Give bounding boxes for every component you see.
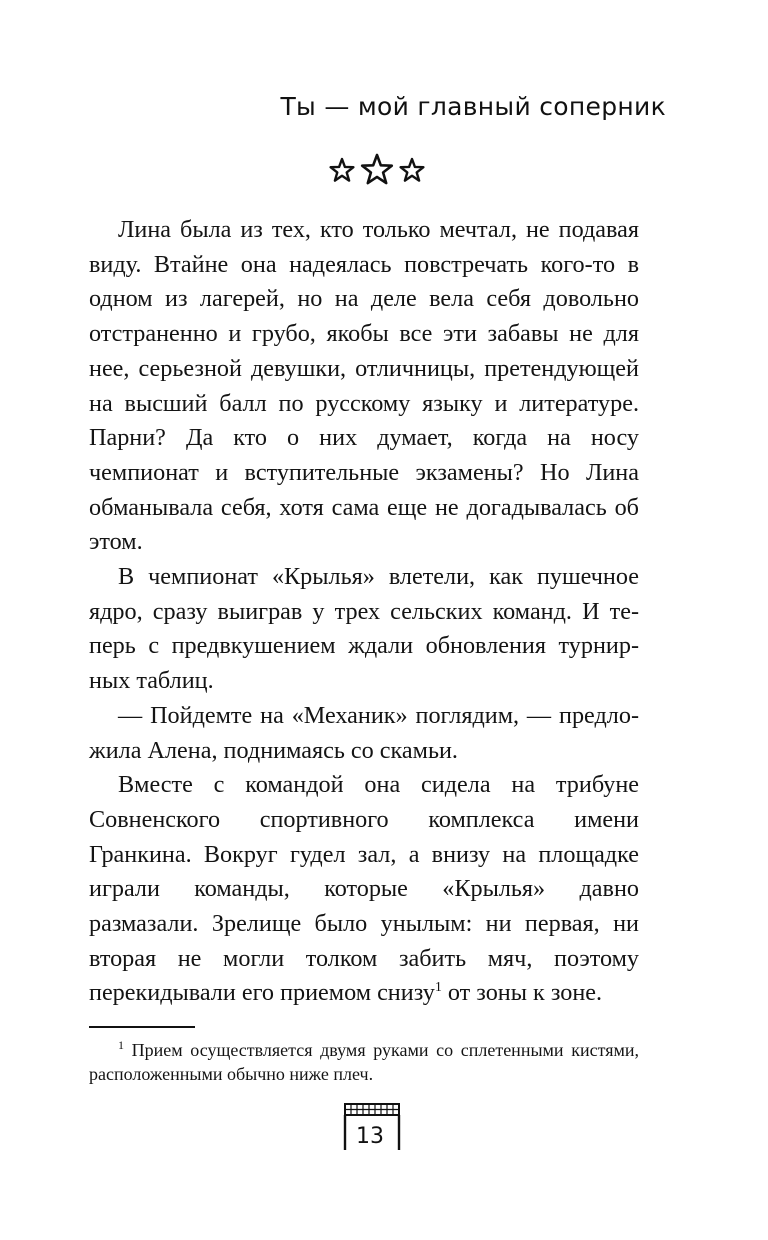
paragraph: Лина была из тех, кто только мечтал, не подавая виду. Втайне она надеялась повстречать кого-то в одном из лагерей, но на деле вела себя довольно отстраненно и грубо, якобы все эти забавы не для нее, серьезной девушки, отличницы, претендующей на высший балл по русскому языку и литературе. Парни? Да кто о них думает, когда на носу чемпионат и вступительные экзамены? Но Лина обманывала себя, хотя сама еще не догадывалась об этом. — [89, 216, 639, 556]
footnote-divider — [89, 1026, 195, 1028]
paragraph: — Пойдемте на «Механик» поглядим, — предложила Алена, поднимаясь со скамьи. — [89, 701, 639, 764]
page-folio — [342, 1100, 402, 1160]
paragraph — [89, 768, 639, 1011]
footnote-reference[interactable]: 1 — [434, 980, 442, 996]
footnote-number: 1 — [118, 1038, 124, 1052]
paragraph: В чемпионат «Крылья» влетели, как пушечное ядро, сразу выиграв у трех сельских команд. И теперь с предвкушением ждали обновления турнирных таблиц. — [89, 563, 639, 695]
paragraph-text: Вместе с командой она сидела на трибуне Совненского спортивного комплекса имени Гранкина. Вокруг гудел зал, а внизу на площадке играли команды, которые «Крылья» давно размазали. Зрелище было унылым: ни первая, ни вторая не могли толком забить мяч, поэтому перекидывали его приемом снизу — [89, 771, 639, 1007]
paragraph-text-end: от зоны к зоне. — [441, 979, 603, 1007]
three-stars-icon — [325, 150, 435, 190]
star-large-center-icon — [362, 155, 392, 183]
star-small-right-icon — [401, 159, 424, 181]
footnote-text: Прием осуществляется двумя руками со сплетенными кистями, расположенными обычно ниже плеч. — [89, 1040, 639, 1084]
running-head: Ты — мой главный соперник — [280, 92, 666, 121]
body-text — [89, 213, 639, 1011]
page-number: 13 — [356, 1124, 384, 1149]
footnote — [89, 1038, 639, 1086]
star-small-left-icon — [331, 159, 354, 181]
stars-ornament — [325, 150, 435, 190]
